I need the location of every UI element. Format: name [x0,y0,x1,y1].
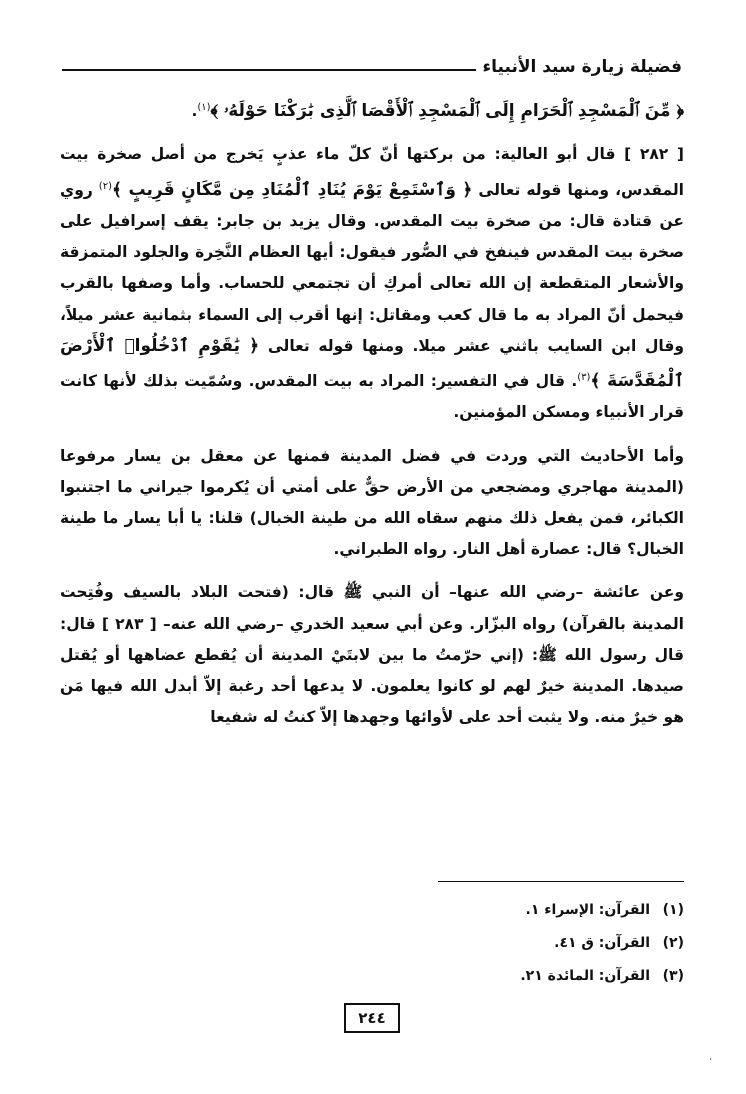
footnote-ref: (٣) [577,371,591,383]
footnotes [350,894,684,993]
quran-verse: ﴿ مِّنَ ٱلْمَسْجِدِ ٱلْحَرَامِ إِلَى ٱلْمَسْجِدِ ٱلْأَقْصَا ٱلَّذِى بَٰرَكْنَا حَوْلَهُۥ ﴾ [210,101,684,122]
text-segment: [ ٢٨٢ ] قال أبو العالية: من بركتها أنّ كلّ ماء عذبٍ يَخرج من أصل صخرة بيت المقدس، ومنها قوله تعالى [60,145,685,199]
footnote-number: (٢) [662,935,684,951]
footnote-item [350,894,684,927]
header-rule [62,69,476,71]
footnote-number: (١) [662,902,684,918]
main-text [60,92,684,733]
footnote-number: (٣) [662,968,684,984]
paragraph-end: . [191,102,198,121]
corner-mark: ، [709,1052,713,1063]
paragraph-aisha-hadith: وعن عائشة –رضي الله عنها– أن النبي ﷺ قال: (فتحت البلاد بالسيف وفُتِحت المدينة بالقرآن) رواه البزّار. وعن أبي سعيد الخدري –رضي الله عنه– [ ٢٨٣ ] قال: قال رسول الله ﷺ: (إني حرّمتُ ما بين لابتَيْ المدينة أن يُقطع عضاهها أو يُقتل صيدها. المدينة خيرٌ لهم لو كانوا يعلمون. لا يدعها أحد رغبة إلاّ أبدل الله فيها مَن هو خيرٌ منه. ولا يثبت أحد على لأوائها وجهدها إلاّ كنتُ له شفيعا [60,583,684,727]
footnote-text: القرآن: الإسراء ١. [525,902,650,918]
paragraph-verse [60,92,684,127]
footnote-text: القرآن: المائدة ٢١. [520,968,650,984]
paragraph-madinah-hadith: وأما الأحاديث التي وردت في فضل المدينة فمنها عن معقل بن يسار مرفوعا (المدينة مهاجري ومضجعي من الأرض حقٌّ على أمتي أن يُكرموا جيراني ما اجتنبوا الكبائر، فمن يفعل ذلك منهم سقاه الله من طينة الخبال) قلنا: يا أبا يسار ما طينة الخبال؟ قال: عصارة أهل النار. رواه الطبراني. [60,446,684,559]
running-header [62,56,682,78]
footnote-ref: (٢) [98,180,112,192]
footnote-item [350,927,684,960]
footnote-text: القرآن: ق ٤١. [554,935,650,951]
text-segment: . قال في التفسير: المراد به بيت المقدس. وسُمّيت بذلك لأنها كانت قرار الأنبياء ومسكن المؤمنين. [60,372,684,422]
page-number: ٢٤٤ [344,1003,400,1033]
header-title: فضيلة زيارة سيد الأنبياء [482,57,682,77]
text-segment: روي عن قتادة قال: من صخرة بيت المقدس. وقال يزيد بن جابر: يقف إسرافيل على صخرة بيت المقدس فينفخ في الصُّور فيقول: أيها العظام النَّخِرة والجلود المتمزقة والأشعار المتقطعة إن الله تعالى أمركِ أن تجتمعي للحساب. وأما وصفها بالقرب فيحمل أنّ المراد به ما قال كعب ومقاتل: إنها أقرب إلى السماء بثمانية عشر ميلاً، وقال ابن السايب باثني عشر ميلا. ومنها قوله تعالى [60,180,685,355]
footnote-item [350,960,684,993]
quran-verse: ﴿ يَٰقَوْمِ ٱدْخُلُوا۟ ٱلْأَرْضَ ٱلْمُقَدَّسَةَ ﴾ [60,335,684,392]
footnote-ref: (١) [197,102,211,113]
quran-verse: ﴿ وَٱسْتَمِعْ يَوْمَ يُنَادِ ٱلْمُنَادِ مِن مَّكَانٍ قَرِيبٍ ﴾ [111,179,473,200]
footnote-separator [438,881,684,882]
paragraph-282 [60,139,684,428]
